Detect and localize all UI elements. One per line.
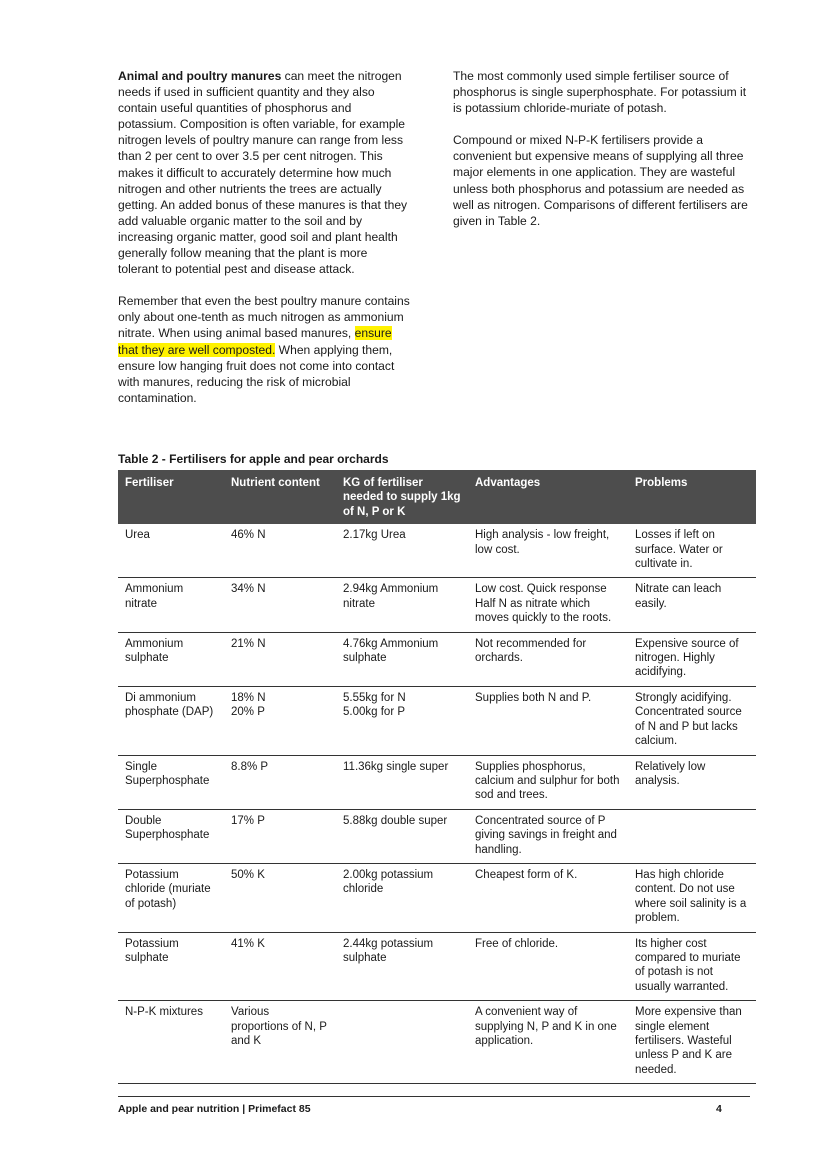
cell-nutrient-content: 41% K	[224, 932, 336, 1001]
cell-kg-needed: 4.76kg Ammonium sulphate	[336, 632, 468, 686]
table-row	[118, 755, 756, 809]
footer-divider	[118, 1096, 750, 1097]
cell-fertiliser: Di ammonium phosphate (DAP)	[118, 686, 224, 755]
cell-nutrient-content: 18% N 20% P	[224, 686, 336, 755]
manures-paragraph	[118, 68, 410, 277]
cell-advantages: Not recommended for orchards.	[468, 632, 628, 686]
cell-kg-needed: 5.55kg for N 5.00kg for P	[336, 686, 468, 755]
table-row	[118, 863, 756, 932]
cell-advantages: Low cost. Quick response Half N as nitrate which moves quickly to the roots.	[468, 578, 628, 632]
compost-text-after: When applying them, ensure low hanging fruit does not come into contact with manures, reducing the risk of microbial contamination.	[118, 342, 395, 405]
manures-heading: Animal and poultry manures	[118, 69, 282, 83]
table-body	[118, 524, 756, 1084]
cell-fertiliser: Single Superphosphate	[118, 755, 224, 809]
cell-fertiliser: Ammonium nitrate	[118, 578, 224, 632]
cell-problems: Expensive source of nitrogen. Highly acidifying.	[628, 632, 756, 686]
cell-advantages: Free of chloride.	[468, 932, 628, 1001]
cell-fertiliser: Double Superphosphate	[118, 809, 224, 863]
header-nutrient-content: Nutrient content	[224, 470, 336, 524]
cell-advantages: High analysis - low freight, low cost.	[468, 524, 628, 578]
page-number: 4	[716, 1103, 722, 1115]
cell-problems: Losses if left on surface. Water or cultivate in.	[628, 524, 756, 578]
header-problems: Problems	[628, 470, 756, 524]
manures-text: can meet the nitrogen needs if used in sufficient quantity and they also contain useful quantities of phosphorus and potassium. Composition is often variable, for example nitrogen levels of poultry manure can range from less than 2 per cent to over 3.5 per cent nitrogen. This makes it difficult to accurately determine how much nitrogen and other nutrients the trees are actually getting. An added bonus of these manures is that they add valuable organic matter to the soil and by increasing organic matter, good soil and plant health generally follow meaning that the plant is more tolerant to potential pest and disease attack.	[118, 69, 408, 277]
npk-paragraph: Compound or mixed N-P-K fertilisers provide a convenient but expensive means of supplying all three major elements in one application. They are wasteful unless both phosphorus and potassium are needed as well as nitrogen. Comparisons of different fertilisers are given in Table 2.	[453, 133, 748, 228]
cell-fertiliser: Potassium sulphate	[118, 932, 224, 1001]
footer-title: Apple and pear nutrition | Primefact 85	[118, 1103, 311, 1115]
cell-nutrient-content: 21% N	[224, 632, 336, 686]
cell-advantages: Supplies both N and P.	[468, 686, 628, 755]
header-kg-needed: KG of fertiliser needed to supply 1kg of N, P or K	[336, 470, 468, 524]
table-row	[118, 632, 756, 686]
cell-fertiliser: N-P-K mixtures	[118, 1001, 224, 1084]
cell-advantages: A convenient way of supplying N, P and K in one application.	[468, 1001, 628, 1084]
cell-nutrient-content: 34% N	[224, 578, 336, 632]
compost-text-before: Remember that even the best poultry manure contains only about one-tenth as much nitrogen as ammonium nitrate. When using animal based manures,	[118, 294, 410, 341]
table-row	[118, 1001, 756, 1084]
cell-nutrient-content: 17% P	[224, 809, 336, 863]
cell-problems: Its higher cost compared to muriate of potash is not usually warranted.	[628, 932, 756, 1001]
table-row	[118, 524, 756, 578]
right-text-column	[453, 68, 753, 229]
table-row	[118, 686, 756, 755]
cell-advantages: Cheapest form of K.	[468, 863, 628, 932]
cell-problems: Nitrate can leach easily.	[628, 578, 756, 632]
cell-nutrient-content: 46% N	[224, 524, 336, 578]
table-header-row	[118, 470, 756, 524]
fertiliser-table	[118, 470, 756, 1084]
cell-fertiliser: Urea	[118, 524, 224, 578]
cell-problems	[628, 809, 756, 863]
cell-kg-needed: 5.88kg double super	[336, 809, 468, 863]
cell-kg-needed: 2.17kg Urea	[336, 524, 468, 578]
cell-kg-needed: 2.00kg potassium chloride	[336, 863, 468, 932]
table-row	[118, 809, 756, 863]
cell-problems: More expensive than single element fertilisers. Wasteful unless P and K are needed.	[628, 1001, 756, 1084]
compost-paragraph	[118, 293, 410, 406]
table-row	[118, 578, 756, 632]
cell-problems: Strongly acidifying. Concentrated source of N and P but lacks calcium.	[628, 686, 756, 755]
superphosphate-paragraph: The most commonly used simple fertiliser source of phosphorus is single superphosphate. For potassium it is potassium chloride-muriate of potash.	[453, 69, 747, 116]
table-caption: Table 2 - Fertilisers for apple and pear orchards	[118, 452, 389, 466]
cell-kg-needed: 2.44kg potassium sulphate	[336, 932, 468, 1001]
cell-fertiliser: Potassium chloride (muriate of potash)	[118, 863, 224, 932]
compost-highlight: ensure that they are well composted.	[118, 326, 392, 357]
cell-advantages: Concentrated source of P giving savings in freight and handling.	[468, 809, 628, 863]
cell-nutrient-content: Various proportions of N, P and K	[224, 1001, 336, 1084]
cell-kg-needed: 2.94kg Ammonium nitrate	[336, 578, 468, 632]
header-advantages: Advantages	[468, 470, 628, 524]
cell-nutrient-content: 50% K	[224, 863, 336, 932]
table-row	[118, 932, 756, 1001]
cell-fertiliser: Ammonium sulphate	[118, 632, 224, 686]
cell-advantages: Supplies phosphorus, calcium and sulphur for both sod and trees.	[468, 755, 628, 809]
header-fertiliser: Fertiliser	[118, 470, 224, 524]
left-text-column	[118, 68, 410, 406]
cell-kg-needed: 11.36kg single super	[336, 755, 468, 809]
cell-kg-needed	[336, 1001, 468, 1084]
cell-problems: Relatively low analysis.	[628, 755, 756, 809]
cell-problems: Has high chloride content. Do not use where soil salinity is a problem.	[628, 863, 756, 932]
cell-nutrient-content: 8.8% P	[224, 755, 336, 809]
